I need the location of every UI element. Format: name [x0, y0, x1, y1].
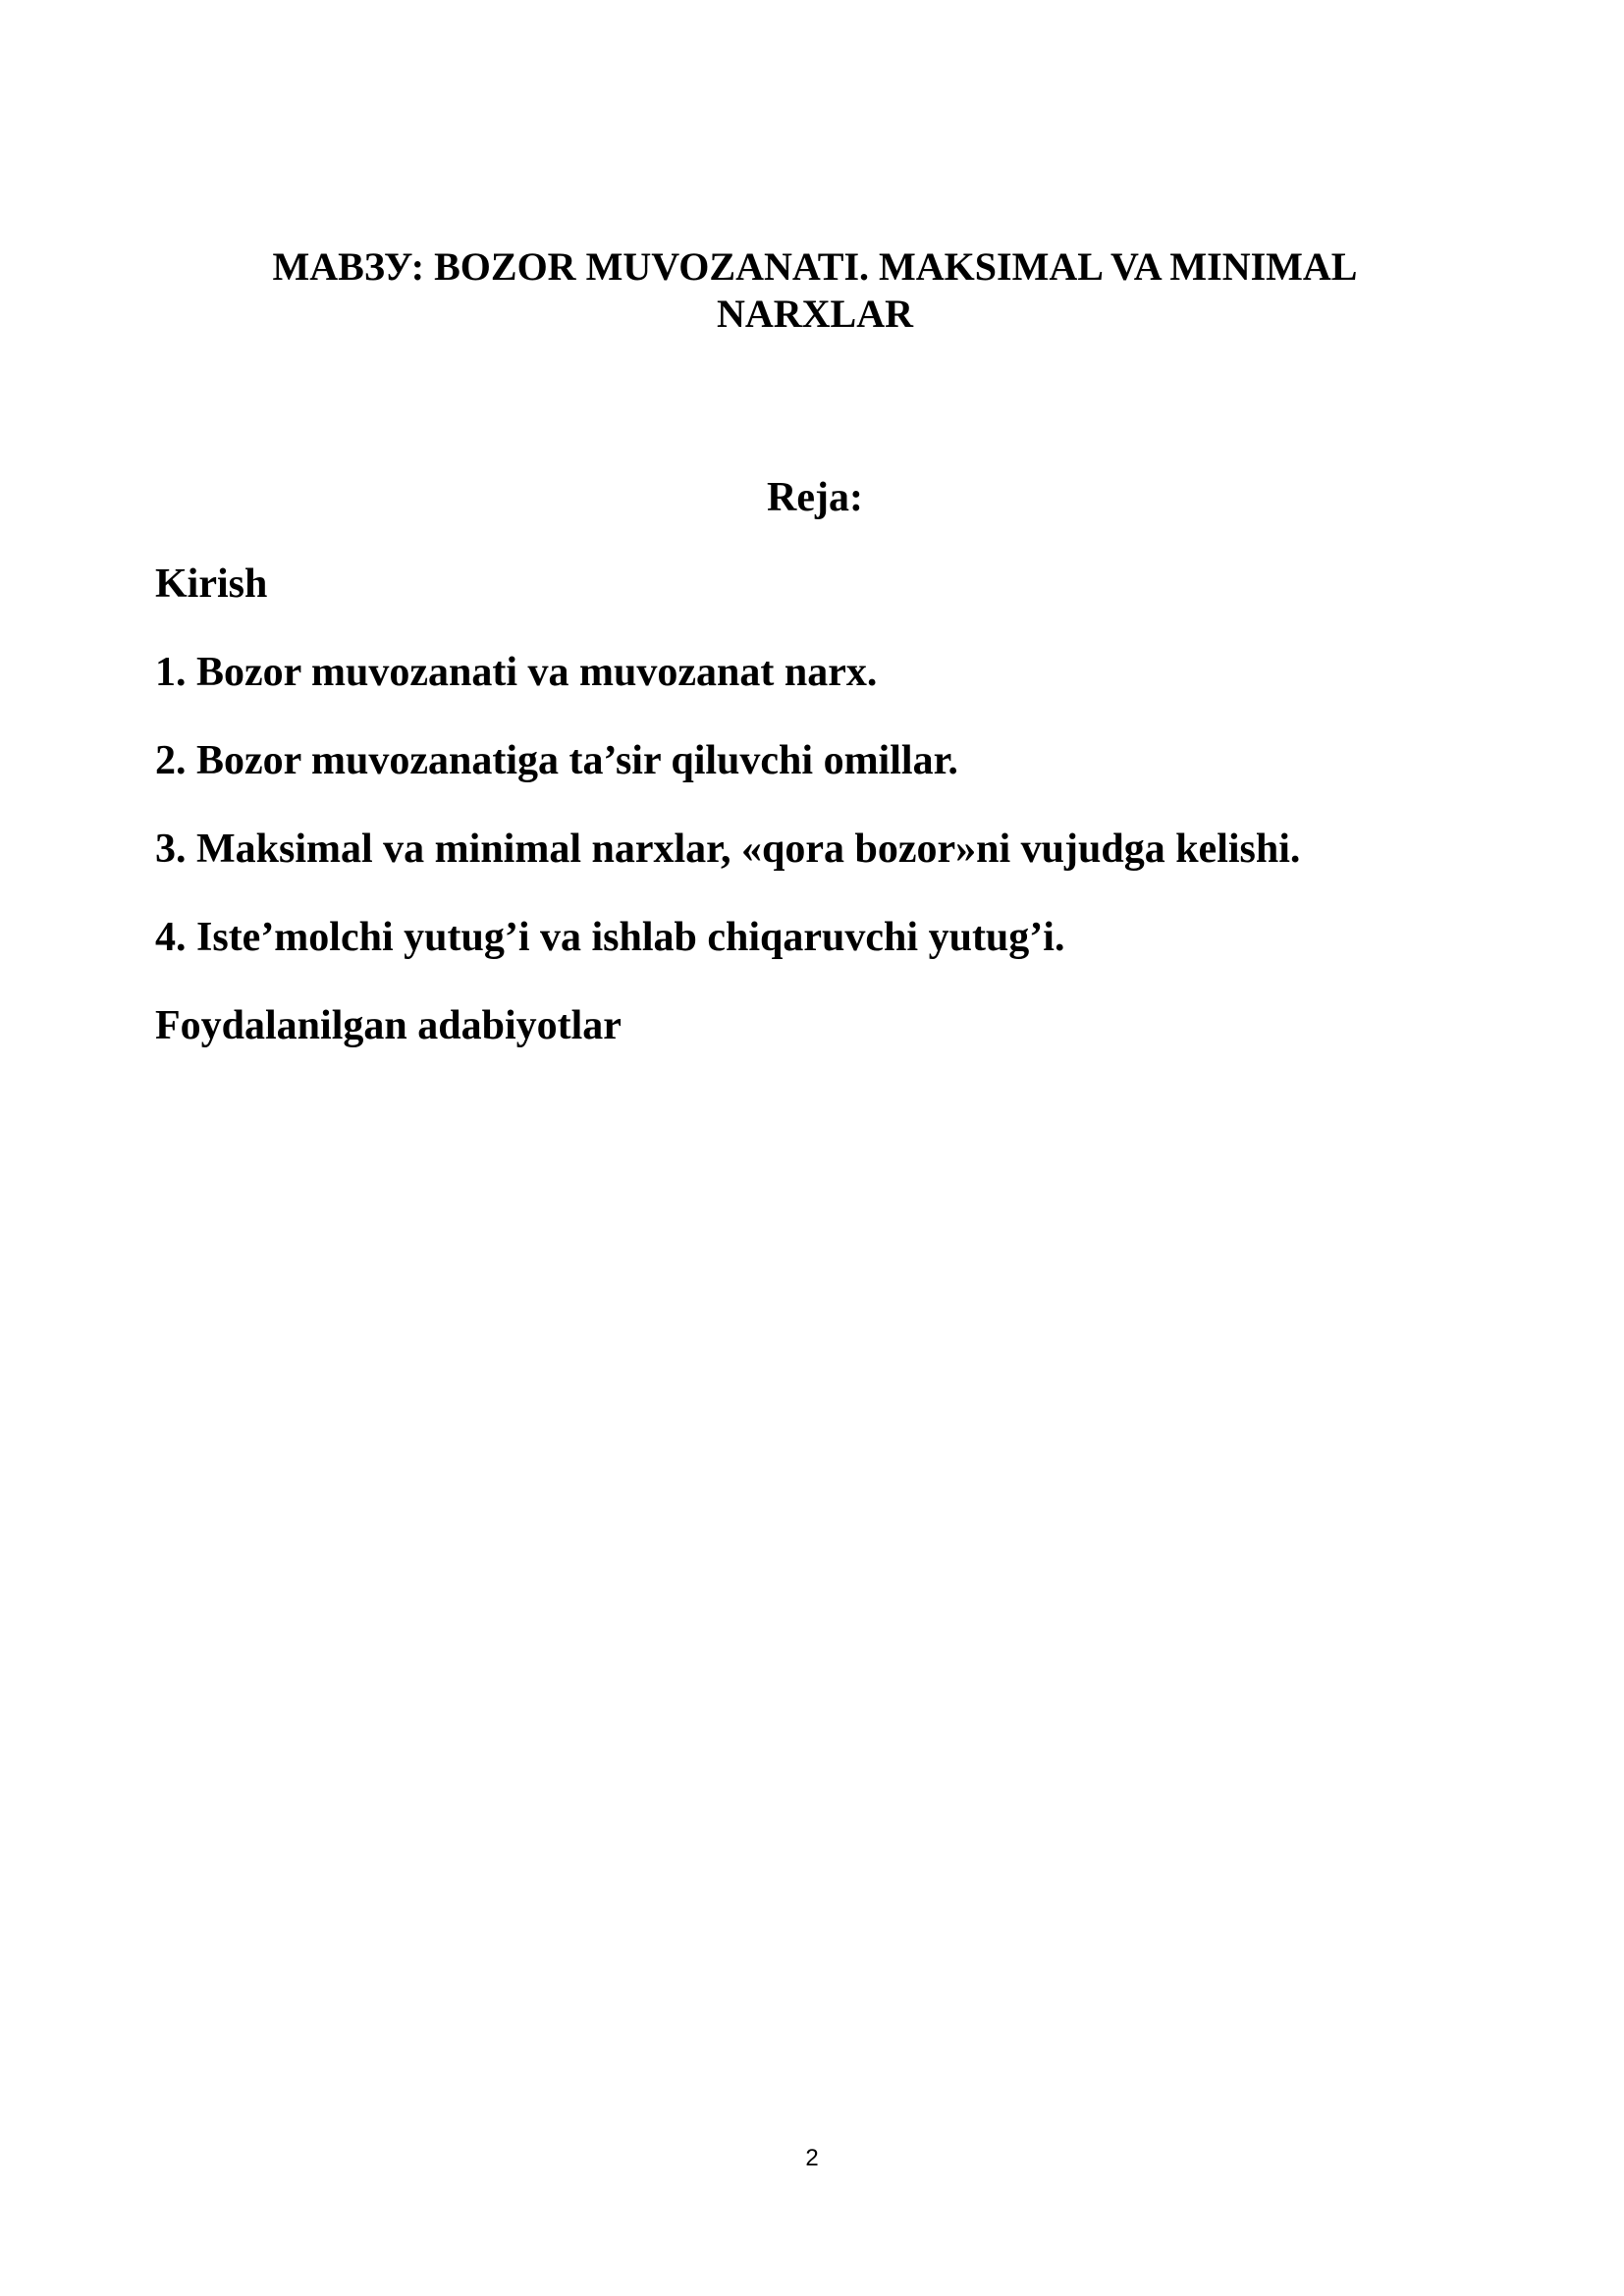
- plan-item-introduction: Kirish: [155, 561, 268, 607]
- document-title: [157, 243, 1473, 338]
- plan-item-4: 4. Iste’molchi yutug’i va ishlab chiqaruvchi yutug’i.: [155, 915, 1065, 960]
- title-line-2: NARXLAR: [717, 292, 913, 336]
- plan-item-1: 1. Bozor muvozanati va muvozanat narx.: [155, 650, 878, 695]
- plan-item-2: 2. Bozor muvozanatiga ta’sir qiluvchi omillar.: [155, 738, 958, 783]
- plan-heading: Reja:: [767, 475, 863, 520]
- plan-item-references: Foydalanilgan adabiyotlar: [155, 1003, 622, 1048]
- plan-item-3: 3. Maksimal va minimal narxlar, «qora bozor»ni vujudga kelishi.: [155, 827, 1301, 872]
- page-number: 2: [805, 2145, 819, 2171]
- plan-list: [155, 560, 1300, 1090]
- title-line-1: МАВЗУ: BOZOR MUVOZANATI. MAKSIMAL VA MINIMAL: [272, 244, 1358, 289]
